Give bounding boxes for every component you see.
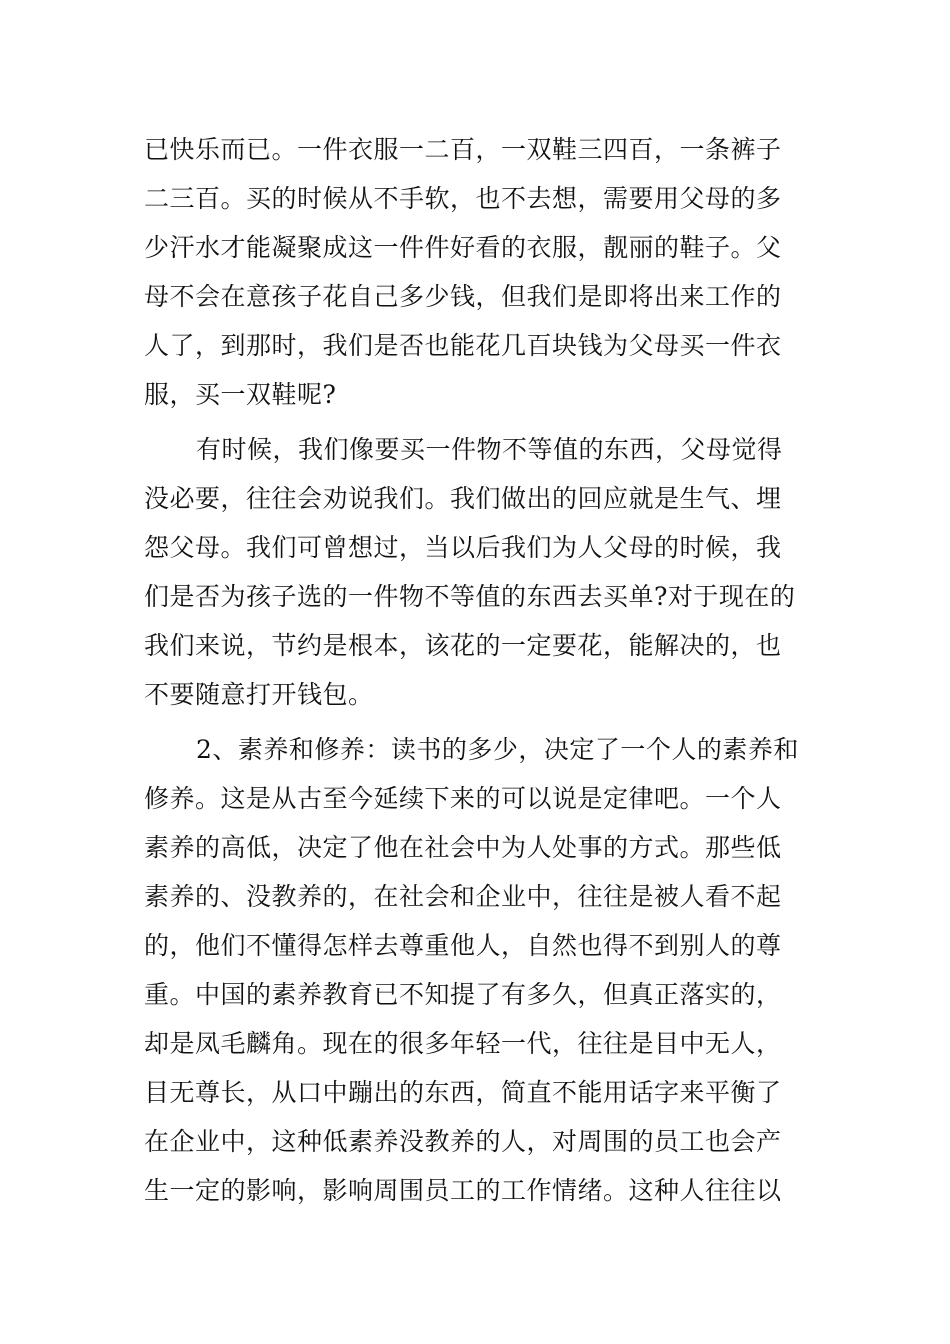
text-line: 们是否为孩子选的一件物不等值的东西去买单?对于现在的	[144, 582, 796, 611]
text-line: 素养的高低，决定了他在社会中为人处事的方式。那些低	[144, 833, 782, 862]
text-line: 母不会在意孩子花自己多少钱，但我们是即将出来工作的	[144, 282, 782, 311]
text-line: 我们来说，节约是根本，该花的一定要花，能解决的，也	[144, 631, 782, 660]
text-line: 少汗水才能凝聚成这一件件好看的衣服，靓丽的鞋子。父	[144, 233, 782, 262]
text-line: 生一定的影响，影响周围员工的工作情绪。这种人往往以	[144, 1176, 782, 1205]
text-line: 人了，到那时，我们是否也能花几百块钱为父母买一件衣	[144, 331, 782, 360]
text-line: 重。中国的素养教育已不知提了有多久，但真正落实的，	[144, 980, 782, 1009]
text-line: 素养的、没教养的，在社会和企业中，往往是被人看不起	[144, 882, 782, 911]
text-line: 怨父母。我们可曾想过，当以后我们为人父母的时候，我	[144, 533, 782, 562]
text-line: 服，买一双鞋呢?	[144, 380, 337, 409]
text-line: 的，他们不懂得怎样去尊重他人，自然也得不到别人的尊	[144, 931, 782, 960]
text-line: 在企业中，这种低素养没教养的人，对周围的员工也会产	[144, 1127, 782, 1156]
text-line: 没必要，往往会劝说我们。我们做出的回应就是生气、埋	[144, 484, 782, 513]
paragraph-first-line: 有时候，我们像要买一件物不等值的东西，父母觉得	[196, 435, 783, 464]
paragraph-first-line: 2、素养和修养：读书的多少，决定了一个人的素养和	[196, 735, 799, 764]
text-line: 二三百。买的时候从不手软，也不去想，需要用父母的多	[144, 184, 782, 213]
text-line: 不要随意打开钱包。	[144, 680, 374, 709]
text-line: 已快乐而已。一件衣服一二百，一双鞋三四百，一条裤子	[144, 135, 782, 164]
text-line: 目无尊长，从口中蹦出的东西，简直不能用话字来平衡了	[144, 1078, 782, 1107]
text-line: 修养。这是从古至今延续下来的可以说是定律吧。一个人	[144, 784, 782, 813]
text-line: 却是凤毛麟角。现在的很多年轻一代，往往是目中无人，	[144, 1029, 782, 1058]
